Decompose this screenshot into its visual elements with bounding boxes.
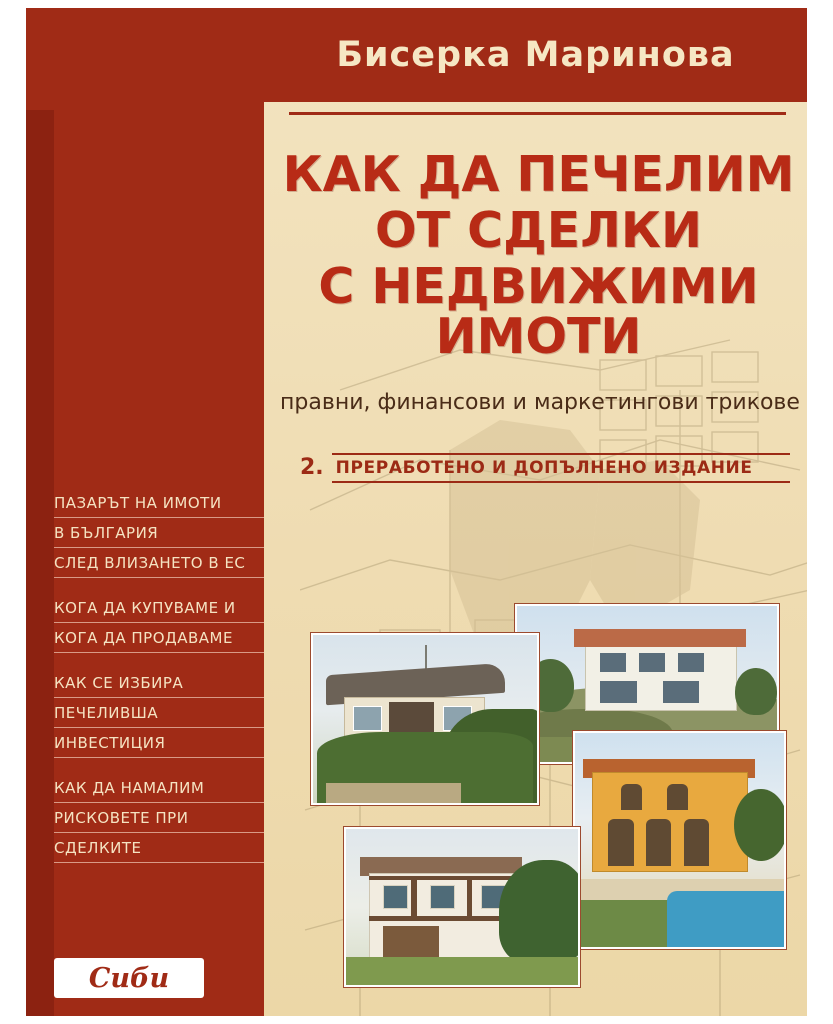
cover-highlights: [54, 492, 264, 882]
highlight-line: КАК ДА НАМАЛИМ: [54, 777, 264, 803]
highlight-line: ПАЗАРЪТ НА ИМОТИ: [54, 492, 264, 518]
highlight-line: СДЕЛКИТЕ: [54, 837, 264, 863]
highlight-group: [54, 672, 264, 758]
photo-white-house: [344, 827, 580, 987]
highlight-group: [54, 777, 264, 863]
publisher-logo: [54, 958, 204, 998]
highlight-group: [54, 597, 264, 653]
page-margin-bottom: [0, 1016, 833, 1024]
highlight-line: КОГА ДА КУПУВАМЕ И: [54, 597, 264, 623]
title-line-2: ОТ СДЕЛКИ: [375, 201, 702, 259]
highlight-line: КАК СЕ ИЗБИРА: [54, 672, 264, 698]
highlight-line: В БЪЛГАРИЯ: [54, 522, 264, 548]
photo-old-house: [311, 633, 539, 805]
highlight-line: РИСКОВЕТЕ ПРИ: [54, 807, 264, 833]
author-name: Бисерка Маринова: [336, 35, 735, 75]
title-line-1: КАК ДА ПЕЧЕЛИМ: [282, 146, 795, 203]
highlight-group: [54, 492, 264, 578]
highlight-line: ИНВЕСТИЦИЯ: [54, 732, 264, 758]
sidebar-accent-band: [26, 110, 54, 1016]
page-margin-top: [0, 0, 833, 8]
photo-house-with-pool: [573, 731, 786, 949]
title-line-3: С НЕДВИЖИМИ ИМОТИ: [318, 257, 759, 365]
highlight-line: ПЕЧЕЛИВША: [54, 702, 264, 728]
highlight-line: СЛЕД ВЛИЗАНЕТО В ЕС: [54, 552, 264, 578]
page-margin-right: [807, 0, 833, 1024]
author-rule: [289, 112, 786, 115]
publisher-name: Сиби: [88, 962, 170, 994]
page-margin-left: [0, 0, 26, 1024]
edition-banner: [300, 452, 790, 484]
edition-number: 2.: [300, 454, 324, 480]
edition-text: ПРЕРАБОТЕНО И ДОПЪЛНЕНО ИЗДАНИЕ: [332, 453, 790, 483]
book-title: [276, 146, 801, 365]
book-subtitle: правни, финансови и маркетингови трикове: [280, 390, 800, 415]
highlight-line: КОГА ДА ПРОДАВАМЕ: [54, 627, 264, 653]
